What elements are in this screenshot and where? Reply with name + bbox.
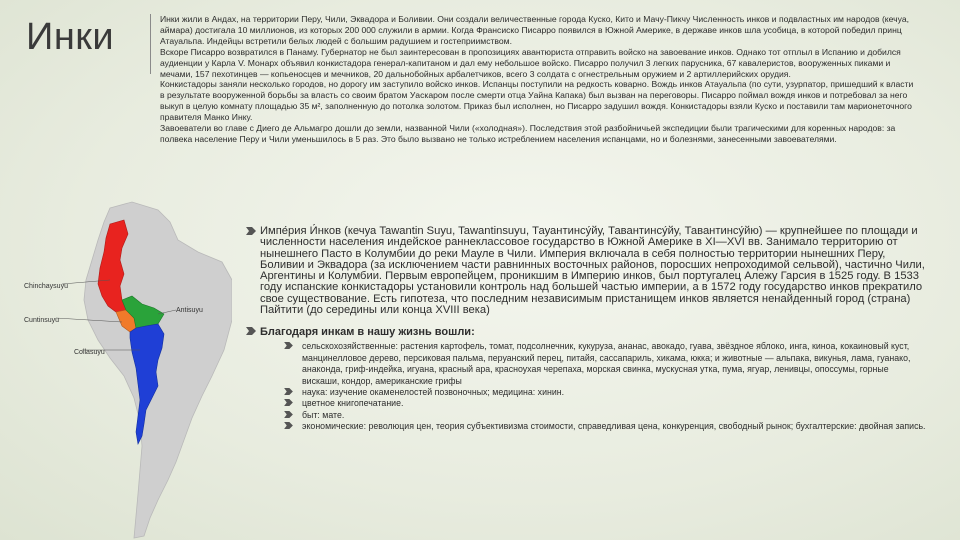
slide-title: Инки (26, 16, 115, 58)
list-item-text: сельскохозяйственные: растения картофель, томат, подсолнечник, кукуруза, ананас, авокадо, гуава, звёздное яблоко, инга, киноа, кокаиновый куст, манцинелловое дерево, персиковая пальма, перуанский перец, питайя, сассапариль, хикама, юкка; и животные — альпака, викунья, лама, гуанако, анаконда, гриф-индейка, игуана, красный ара, красноухая черепаха, морская свинка, мускусная утка, пума, ягуар, ленивцы, опоссумы, горные вискаши, кондор, американские грифы (302, 341, 911, 386)
list-item-text: наука: изучение окаменелостей позвоночных; медицина: хинин. (302, 387, 565, 397)
arrow-bullet-icon (284, 387, 302, 398)
legacy-heading: Благодаря инкам в нашу жизнь вошли: (260, 326, 475, 339)
list-item-text: экономические: революция цен, теория субъективизма стоимости, справедливая цена, конкуренция, свободный рынок; бухгалтерские: двойная запись. (302, 421, 926, 432)
bullet-legacy (246, 326, 926, 432)
list-item-text: цветное книгопечатание. (302, 398, 404, 409)
legacy-block (260, 326, 926, 432)
arrow-bullet-icon (246, 326, 260, 335)
arrow-bullet-icon (284, 421, 302, 432)
map-label-collasuyu: Collasuyu (74, 349, 105, 356)
list-item (284, 387, 926, 398)
intro-paragraph: Конкистадоры заняли несколько городов, но дорогу им заступило войско инков. Испанцы поступили на редкость коварно. Вождь инков Атауальпа (по сути, узурпатор, пришедший к власти в результате вооруженной борьбы за власть со своим братом Уаскаром после смерти отца Уайна Капака) был вызван на переговоры. Писарро поймал вождя инков и потребовал за него выкуп в целую комнату площадью 35 м², заполненную до потолка золотом. Приказ был исполнен, но Писарро задушил вождя. Конкистадоры взяли Куско и поставили там марионеточного правителя Манко Инку. (160, 79, 914, 123)
map-label-antisuyu: Antisuyu (176, 307, 203, 314)
list-item (284, 341, 926, 387)
inca-empire-map (0, 200, 232, 540)
list-item-text: быт: мате. (302, 409, 345, 420)
intro-paragraph: Вскоре Писарро возвратился в Панаму. Губернатор не был заинтересован в пропозициях авантюриста отправить войско на завоевание инков. Однако тот отплыл в Испанию и добился аудиенции у Карла V. Монарх объявил конкистадора генерал-капитаном и дал ему небольшое войско. Писарро получил 3 легких парусника, 67 кавалеристов, вооруженных пиками и мечами, 157 пехотинцев — копьеносцев и мечников, 20 дальнобойных арбалетчиков, всего 3 солдата с огнестрельным оружием и 2 артиллерийских орудия. (160, 46, 901, 79)
map-label-cuntinsuyu: Cuntinsuyu (24, 317, 60, 324)
main-content (246, 226, 926, 433)
arrow-bullet-icon (284, 410, 302, 421)
arrow-bullet-icon (284, 398, 302, 409)
intro-paragraph: Инки жили в Андах, на территории Перу, Чили, Эквадора и Боливии. Они создали величественные города Куско, Кито и Мачу-Пикчу Численность инков и подвластных им народов (кечуа, аймара) достигала 10 миллионов, из которых 200 000 служили в армии. Когда Франсиско Писарро появился в Южной Америке, в державе инков шла усобица, в которой победил принц Атауальпа. Индейцы встретили белых людей с большим радушием и гостеприимством. (160, 14, 909, 46)
arrow-bullet-icon (246, 226, 260, 235)
legacy-list (260, 341, 926, 432)
intro-text (160, 14, 920, 145)
list-item (284, 421, 926, 432)
empire-paragraph: Импе́рия И́нков (кечуа Tawantin Suyu, Tawantinsuyu, Тауантинсу́йу, Тавантинсу́йу, Тавантинсу́йю) — крупнейшее по площади и численности населения индейское раннеклассовое государство в Южной Америке в XI—XVI вв. Занимало территорию от нынешнего Пасто в Колумбии до реки Мауле в Чили. Империя включала в себя полностью территории нынешних Перу, Боливии и Эквадора (за исключением части равнинных восточных районов, поросших непроходимой сельвой), частично Чили, Аргентины и Колумбии. Первым европейцем, проникшим в Империю инков, был португалец Алежу Гарсия в 1525 году. В 1533 году испанские конкистадоры установили контроль над большей частью империи, а в 1572 году государство инков прекратило свое существование. Есть гипотеза, что последним независимым пристанищем инков является ненайденный город (страна) Пайтити (до середины или конца XVIII века) (260, 225, 925, 317)
intro-paragraph: Завоеватели во главе с Диего де Альмагро дошли до земли, названной Чили («холодная»). Последствия этой разбойничьей экспедиции были трагическими для коренных народов: за полвека население Перу и Чили уменьшилось в 5 раз. Это было вызвано не только истреблением населения испанцами, но и болезнями, занесенными завоевателями. (160, 123, 896, 144)
list-item (284, 398, 926, 409)
bullet-empire (246, 226, 926, 316)
arrow-bullet-icon (284, 341, 302, 387)
map-label-chinchaysuyu: Chinchaysuyu (24, 283, 68, 290)
list-item (284, 410, 926, 421)
title-divider (150, 14, 151, 74)
